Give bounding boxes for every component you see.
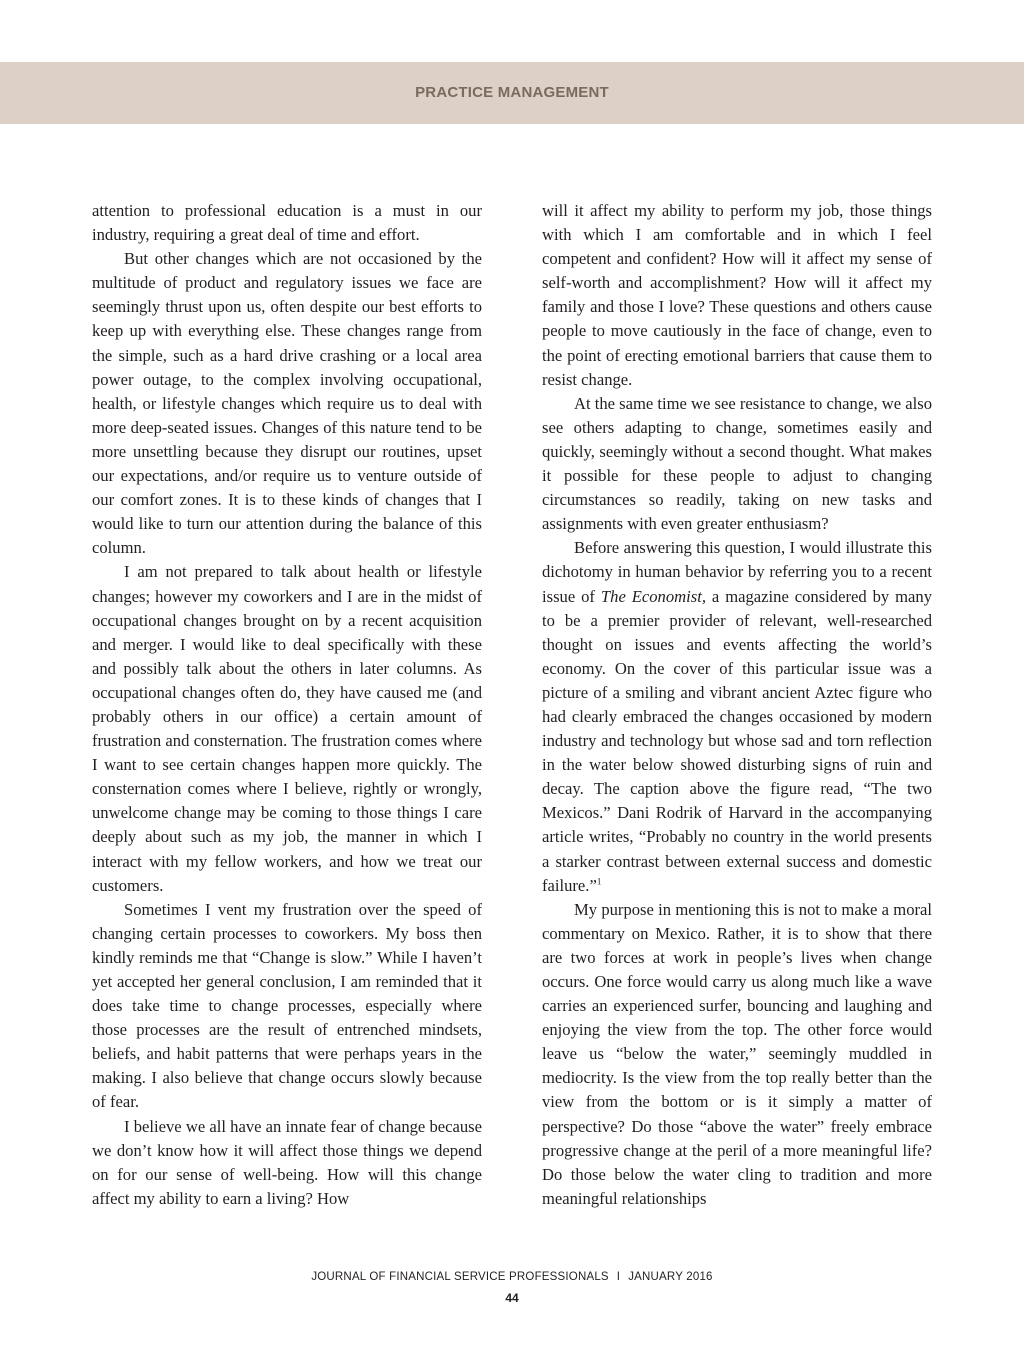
page-number: 44 [505, 1291, 519, 1305]
footer-separator: I [616, 1271, 621, 1283]
issue-date: JANUARY 2016 [628, 1271, 713, 1283]
paragraph: I believe we all have an innate fear of change because we don’t know how it will affect those things we depend on for our sense of well-being. How will this change affect my ability to earn a living? How [92, 1116, 482, 1208]
paragraph: At the same time we see resistance to change, we also see others adapting to change, sometimes easily and quickly, seemingly without a second thought. What makes it possible for these people to adjust to changing circumstances so readily, taking on new tasks and assignments with even greater enthusiasm? [542, 393, 933, 534]
left-column [92, 199, 482, 1211]
paragraph: will it affect my ability to perform my job, those things with which I am comfortable and in which I feel competent and confident? How will it affect my sense of self-worth and accomplishment? How will it affect my family and those I love? These questions and others cause people to move cautiously in the face of change, even to the point of erecting emotional barriers that cause them to resist change. [542, 201, 932, 389]
footnote-marker[interactable]: 1 [596, 876, 602, 887]
right-column [542, 199, 932, 1211]
paragraph: I am not prepared to talk about health or lifestyle changes; however my coworkers and I are in the midst of occupational changes brought on by a recent acquisition and merger. I would like to deal specifically with these and possibly talk about the others in later columns. As occupational changes often do, they have caused me (and probably others in our office) a certain amount of frustration and consternation. The frustration comes where I want to see certain changes happen more quickly. The consternation comes where I believe, rightly or wrongly, unwelcome change may be coming to those things I care deeply about such as my job, the manner in which I interact with my fellow workers, and how we treat our customers. [92, 562, 482, 895]
section-title: PRACTICE MANAGEMENT [415, 84, 609, 101]
paragraph: Sometimes I vent my frustration over the speed of changing certain processes to coworkers. My boss then kindly reminds me that “Change is slow.” While I haven’t yet accepted her general conclusion, I am reminded that it does take time to change processes, especially where those processes are the result of entrenched mindsets, beliefs, and habit patterns that were perhaps years in the making. I also believe that change occurs slowly because of fear. [92, 899, 482, 1112]
journal-name: JOURNAL OF FINANCIAL SERVICE PROFESSIONALS [311, 1271, 609, 1283]
paragraph [542, 536, 932, 897]
text-run: a magazine considered by many to be a premier provider of relevant, well-researched thought on issues and events affecting the world’s economy. On the cover of this particular issue was a picture of a smiling and vibrant ancient Aztec figure who had clearly embraced the changes occasioned by modern industry and technology but whose sad and torn reflection in the water below showed disturbing signs of ruin and decay. The caption above the figure read, “The two Mexicos.” Dani Rodrik of Harvard in the accompanying article writes, “Probably no country in the world presents a starker contrast between external success and domestic failure.” [542, 586, 932, 895]
footer-line [0, 1271, 1024, 1283]
publication-title: The Economist, [600, 586, 706, 606]
paragraph: attention to professional education is a must in our industry, requiring a great deal of time and effort. [92, 201, 482, 245]
paragraph: But other changes which are not occasioned by the multitude of product and regulatory issues we face are seemingly thrust upon us, often despite our best efforts to keep up with everything else. These changes range from the simple, such as a hard drive crashing or a local area power outage, to the complex involving occupational, health, or lifestyle changes which require us to deal with more deep-seated issues. Changes of this nature tend to be more unsettling because they disrupt our routines, upset our expectations, and/or require us to venture outside of our comfort zones. It is to these kinds of changes that I would like to turn our attention during the balance of this column. [92, 249, 482, 558]
text-run: Before answering this question, I would illustrate this dichotomy in human behavior by referring you to a recent issue of [542, 538, 932, 606]
paragraph: My purpose in mentioning this is not to make a moral commentary on Mexico. Rather, it is to show that there are two forces at work in people’s lives when change occurs. One force would carry us along much like a wave carries an experienced surfer, bouncing and laughing and enjoying the view from the top. The other force would leave us “below the water,” seemingly muddled in mediocrity. Is the view from the top really better than the view from the bottom or is it simply a matter of perspective? Do those “above the water” freely embrace progressive change at the peril of a more meaningful life? Do those below the water cling to tradition and more meaningful relationships [542, 899, 932, 1208]
